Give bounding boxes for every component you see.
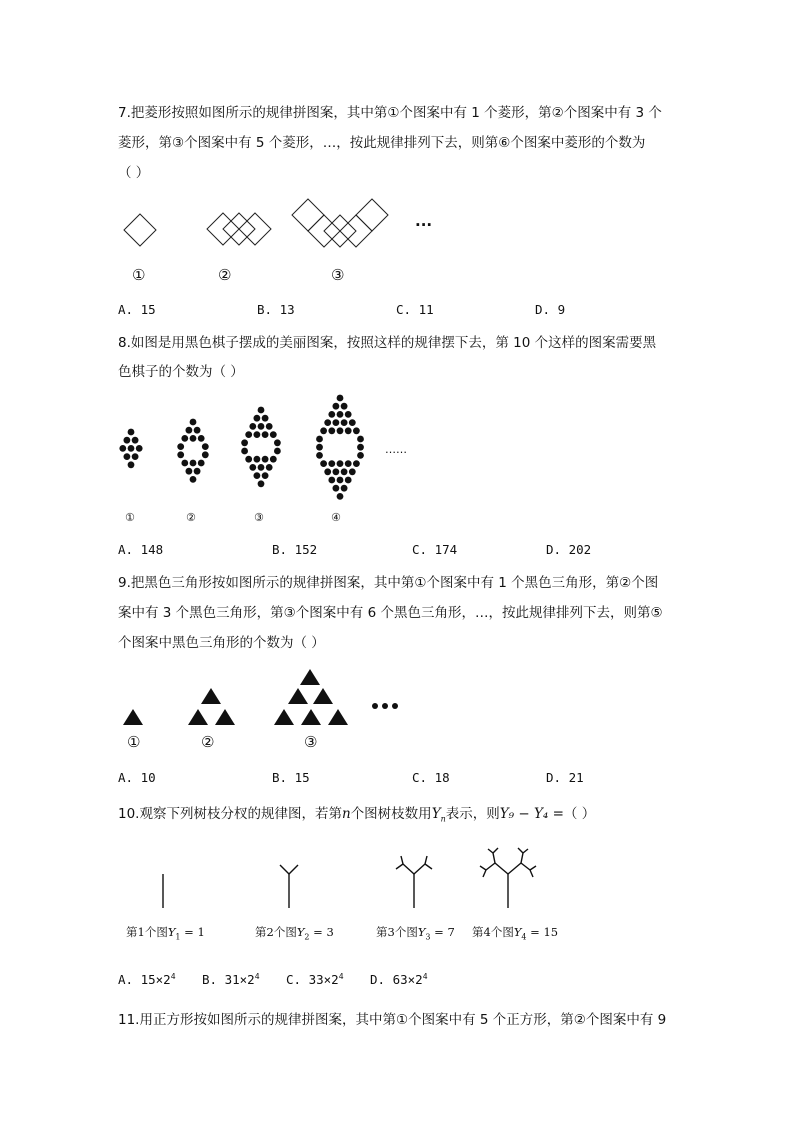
tree-branch	[396, 864, 403, 869]
chess-piece-dot	[249, 464, 256, 471]
chess-piece-dot	[337, 427, 344, 434]
q9-text-line2: 案中有 3 个黑色三角形，第③个图案中有 6 个黑色三角形，…，按此规律排列下去，则第⑤	[118, 605, 663, 621]
q10-option-b[interactable]: B. $31\times 2^4$	[202, 972, 260, 988]
chess-piece-dot	[349, 419, 356, 426]
chess-piece-dot	[254, 415, 261, 422]
chess-piece-dot	[177, 451, 184, 458]
chess-piece-dot	[328, 411, 335, 418]
chess-piece-dot	[181, 435, 188, 442]
chess-piece-dot	[333, 468, 340, 475]
tree-branch	[425, 856, 427, 864]
q10-caption-2: 第2个图$Y_2 = 3$	[255, 925, 334, 942]
chess-piece-dot	[357, 444, 364, 451]
tree-branch	[480, 866, 486, 870]
q7-text-line3: （ ）	[118, 165, 150, 181]
q10-text-b: 个图树枝数用	[350, 806, 432, 822]
q7-label-3: ③	[331, 266, 345, 284]
q10-var-n: n	[341, 806, 351, 822]
chess-piece-dot	[190, 460, 197, 467]
chess-piece-dot	[333, 485, 340, 492]
chess-piece-dot	[119, 445, 126, 452]
q7-option-b[interactable]: B. 13	[257, 302, 295, 317]
chess-piece-dot	[190, 435, 197, 442]
q9-option-d[interactable]: D. 21	[546, 770, 584, 785]
q7-ellipsis: ···	[415, 216, 433, 234]
chess-piece-dot	[245, 456, 252, 463]
chess-piece-dot	[190, 476, 197, 483]
chess-piece-dot	[337, 395, 344, 402]
tree-branch	[414, 864, 425, 874]
q10-trees-figure	[140, 844, 560, 910]
chess-piece-dot	[262, 472, 269, 479]
chess-piece-dot	[186, 468, 193, 475]
chess-piece-dot	[266, 423, 273, 430]
chess-piece-dot	[341, 403, 348, 410]
q8-label-3: ③	[254, 511, 264, 524]
q10-expression: Y₉ − Y₄ =	[499, 806, 564, 822]
black-triangle	[274, 709, 294, 725]
tree-branch	[280, 865, 289, 874]
q9-option-a[interactable]: A. 10	[118, 770, 156, 785]
black-triangle	[201, 688, 221, 704]
q10-text	[118, 804, 595, 830]
chess-piece-dot	[262, 431, 269, 438]
q8-dots-figure	[110, 392, 420, 507]
chess-piece-dot	[194, 427, 201, 434]
q11-text-line1: 11.用正方形按如图所示的规律拼图案，其中第①个图案中有 5 个正方形，第②个图案中有 9	[118, 1012, 667, 1028]
black-triangle	[123, 709, 143, 725]
q9-option-b[interactable]: B. 15	[272, 770, 310, 785]
q10-text-d: （ ）	[563, 806, 596, 822]
chess-piece-dot	[316, 444, 323, 451]
q10-caption-4: 第4个图$Y_4 = 15$	[472, 925, 559, 942]
chess-piece-dot	[337, 477, 344, 484]
chess-piece-dot	[177, 443, 184, 450]
ellipsis-dot	[392, 703, 398, 709]
tree-branch	[530, 870, 533, 877]
q7-option-d[interactable]: D. 9	[535, 302, 566, 317]
rhombus	[356, 199, 388, 231]
chess-piece-dot	[132, 437, 139, 444]
chess-piece-dot	[320, 460, 327, 467]
chess-piece-dot	[124, 453, 131, 460]
q10-var-y-sub: n	[440, 814, 446, 824]
q7-text-line2: 菱形，第③个图案中有 5 个菱形，…，按此规律排列下去，则第⑥个图案中菱形的个数为	[118, 135, 646, 151]
q8-label-1: ①	[125, 511, 135, 524]
chess-piece-dot	[320, 427, 327, 434]
tree-branch	[521, 863, 530, 870]
chess-piece-dot	[254, 456, 261, 463]
q10-text-c: 表示，则	[445, 806, 500, 822]
chess-piece-dot	[249, 423, 256, 430]
q9-label-2: ②	[201, 733, 215, 751]
chess-piece-dot	[357, 452, 364, 459]
chess-piece-dot	[254, 472, 261, 479]
q8-option-b[interactable]: B. 152	[272, 542, 318, 557]
q9-option-c[interactable]: C. 18	[412, 770, 450, 785]
tree-branch	[493, 853, 495, 863]
chess-piece-dot	[274, 448, 281, 455]
chess-piece-dot	[353, 427, 360, 434]
q8-option-a[interactable]: A. 148	[118, 542, 164, 557]
chess-piece-dot	[128, 461, 135, 468]
chess-piece-dot	[357, 436, 364, 443]
chess-piece-dot	[328, 427, 335, 434]
chess-piece-dot	[241, 448, 248, 455]
q10-option-c[interactable]: C. $33\times 2^4$	[286, 972, 344, 988]
chess-piece-dot	[258, 423, 265, 430]
chess-piece-dot	[345, 427, 352, 434]
chess-piece-dot	[328, 460, 335, 467]
chess-piece-dot	[254, 431, 261, 438]
q10-option-d[interactable]: D. $63\times 2^4$	[370, 972, 428, 988]
q8-text-line1: 8.如图是用黑色棋子摆成的美丽图案，按照这样的规律摆下去，第 10 个这样的图案需要黑	[118, 335, 657, 351]
q9-text-line3: 个图案中黑色三角形的个数为（ ）	[118, 635, 325, 651]
q8-option-d[interactable]: D. 202	[546, 542, 592, 557]
chess-piece-dot	[132, 453, 139, 460]
q7-option-a[interactable]: A. 15	[118, 302, 156, 317]
chess-piece-dot	[341, 485, 348, 492]
q10-caption-1: 第1个图$Y_1 = 1$	[126, 925, 205, 942]
chess-piece-dot	[349, 468, 356, 475]
chess-piece-dot	[337, 493, 344, 500]
chess-piece-dot	[274, 439, 281, 446]
chess-piece-dot	[345, 411, 352, 418]
chess-piece-dot	[128, 429, 135, 436]
rhombus	[292, 199, 324, 231]
q7-text-line1: 7.把菱形按照如图所示的规律拼图案，其中第①个图案中有 1 个菱形，第②个图案中有 3 个	[118, 105, 662, 121]
q9-label-3: ③	[304, 733, 318, 751]
chess-piece-dot	[345, 460, 352, 467]
chess-piece-dot	[202, 443, 209, 450]
tree-branch	[483, 870, 486, 877]
black-triangle	[215, 709, 235, 725]
chess-piece-dot	[345, 477, 352, 484]
chess-piece-dot	[333, 419, 340, 426]
chess-piece-dot	[198, 435, 205, 442]
black-triangle	[301, 709, 321, 725]
tree-branch	[401, 856, 403, 864]
tree-branch	[530, 866, 536, 870]
q8-label-4: ④	[331, 511, 341, 524]
tree-branch	[495, 863, 508, 874]
black-triangle	[328, 709, 348, 725]
chess-piece-dot	[181, 460, 188, 467]
q8-ellipsis: ……	[385, 443, 407, 456]
chess-piece-dot	[186, 427, 193, 434]
tree-branch	[289, 865, 298, 874]
chess-piece-dot	[258, 480, 265, 487]
tree-branch	[521, 853, 523, 863]
q7-option-c[interactable]: C. 11	[396, 302, 434, 317]
tree-branch	[488, 849, 493, 853]
chess-piece-dot	[128, 445, 135, 452]
q10-var-y: Y	[431, 806, 441, 822]
chess-piece-dot	[266, 464, 273, 471]
ellipsis-dot	[382, 703, 388, 709]
tree-branch	[518, 848, 523, 853]
chess-piece-dot	[124, 437, 131, 444]
q10-option-a[interactable]: A. $15\times 2^4$	[118, 972, 176, 988]
chess-piece-dot	[262, 456, 269, 463]
chess-piece-dot	[270, 456, 277, 463]
black-triangle	[288, 688, 308, 704]
chess-piece-dot	[262, 415, 269, 422]
chess-piece-dot	[337, 411, 344, 418]
chess-piece-dot	[341, 419, 348, 426]
q9-text-line1: 9.把黑色三角形按如图所示的规律拼图案，其中第①个图案中有 1 个黑色三角形，第②个图	[118, 575, 659, 591]
chess-piece-dot	[136, 445, 143, 452]
q7-label-2: ②	[218, 266, 232, 284]
q10-text-a: 10.观察下列树枝分杈的规律图，若第	[118, 806, 342, 822]
black-triangle	[188, 709, 208, 725]
chess-piece-dot	[190, 419, 197, 426]
chess-piece-dot	[337, 460, 344, 467]
chess-piece-dot	[245, 431, 252, 438]
black-triangle	[300, 669, 320, 685]
q8-option-c[interactable]: C. 174	[412, 542, 458, 557]
chess-piece-dot	[324, 468, 331, 475]
chess-piece-dot	[333, 403, 340, 410]
q9-triangles-figure	[118, 666, 408, 728]
tree-branch	[425, 864, 432, 869]
q7-rhombus-figure	[118, 195, 448, 265]
chess-piece-dot	[316, 452, 323, 459]
tree-branch	[486, 863, 495, 870]
chess-piece-dot	[258, 464, 265, 471]
tree-branch	[508, 863, 521, 874]
chess-piece-dot	[270, 431, 277, 438]
chess-piece-dot	[258, 407, 265, 414]
q8-label-2: ②	[186, 511, 196, 524]
q9-label-1: ①	[127, 733, 141, 751]
q7-label-1: ①	[132, 266, 146, 284]
tree-branch	[493, 848, 498, 853]
chess-piece-dot	[328, 477, 335, 484]
rhombus	[124, 214, 156, 246]
chess-piece-dot	[202, 451, 209, 458]
chess-piece-dot	[324, 419, 331, 426]
tree-branch	[403, 864, 414, 874]
ellipsis-dot	[372, 703, 378, 709]
chess-piece-dot	[198, 460, 205, 467]
q10-caption-3: 第3个图$Y_3 = 7$	[376, 925, 455, 942]
chess-piece-dot	[353, 460, 360, 467]
tree-branch	[523, 849, 528, 853]
chess-piece-dot	[341, 468, 348, 475]
chess-piece-dot	[316, 436, 323, 443]
chess-piece-dot	[241, 439, 248, 446]
black-triangle	[313, 688, 333, 704]
q8-text-line2: 色棋子的个数为（ ）	[118, 364, 244, 380]
chess-piece-dot	[194, 468, 201, 475]
